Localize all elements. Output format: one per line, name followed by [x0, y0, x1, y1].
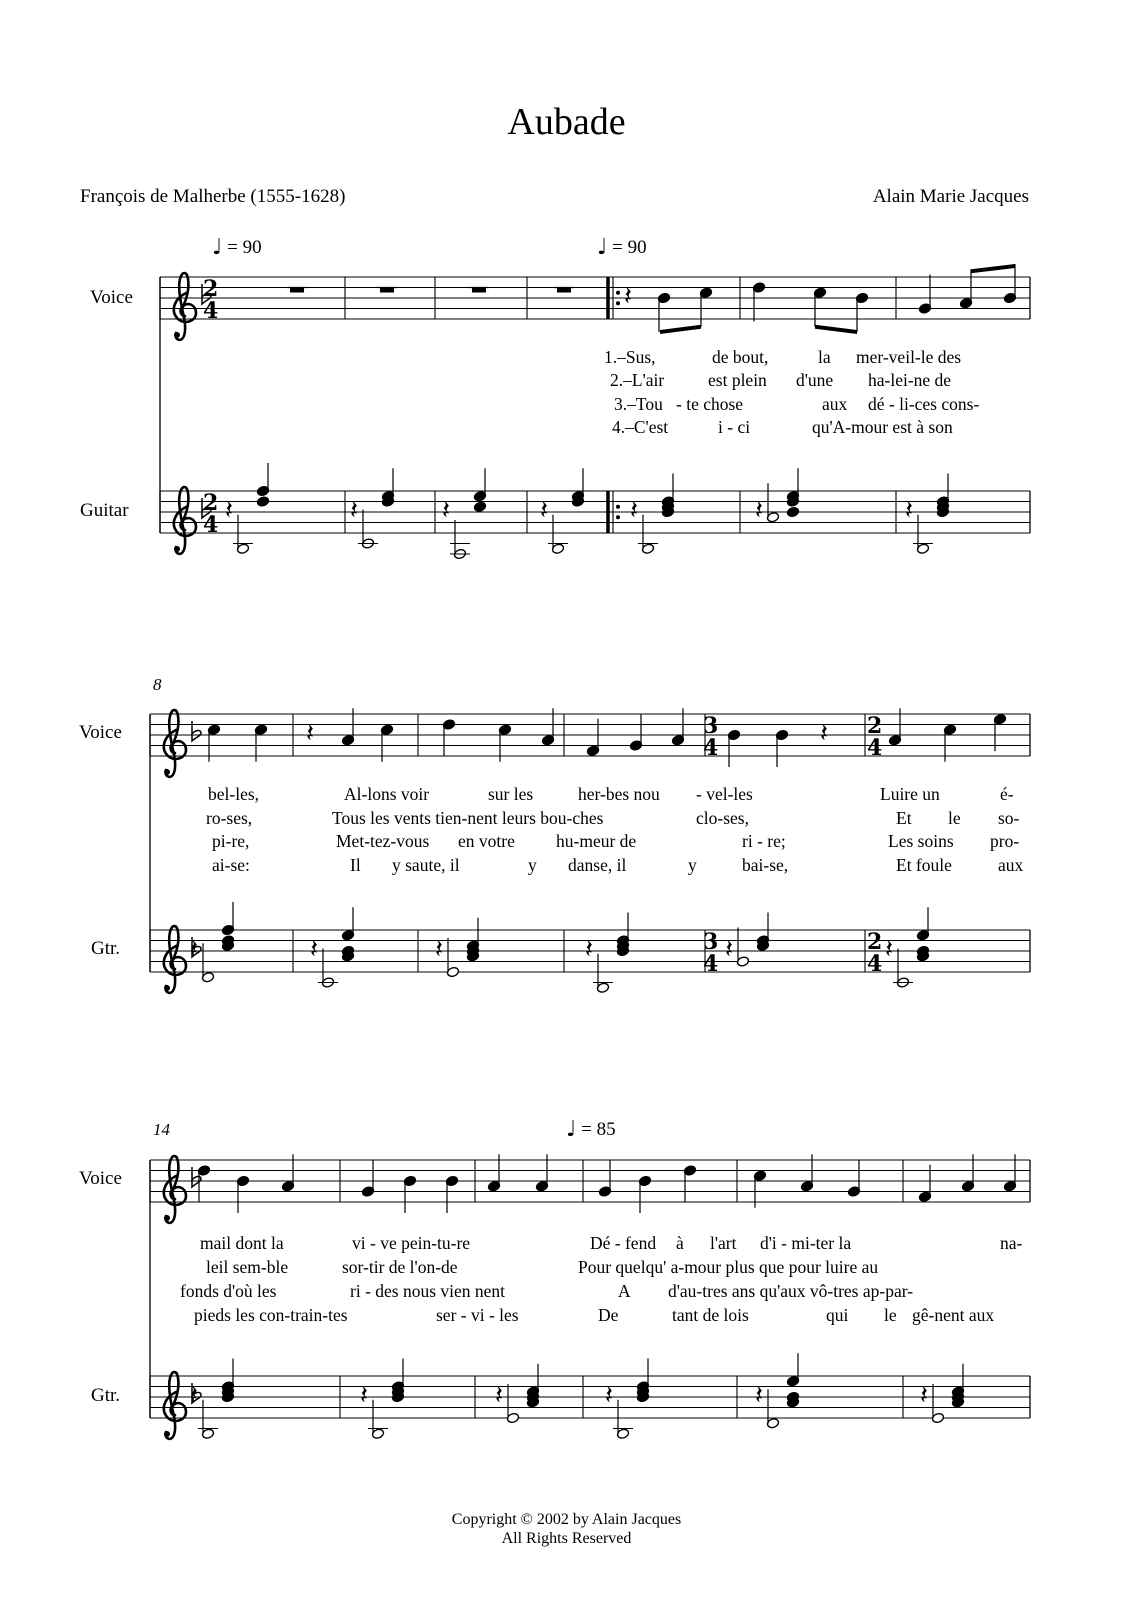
- lyric-syllable: aux: [998, 855, 1024, 875]
- lyric-syllable: d'au-tres ans qu'aux vô-tres ap-par-: [668, 1281, 914, 1301]
- lyric-syllable: mer-veil-le des: [856, 347, 962, 367]
- lyric-syllable: qui: [826, 1305, 849, 1325]
- notehead: [256, 496, 269, 508]
- lyric-syllable: clo-ses,: [696, 808, 749, 828]
- notehead: [473, 501, 486, 513]
- lyric-syllable: l'art: [710, 1233, 737, 1253]
- instrument-label-voice: Voice: [90, 287, 133, 308]
- repeat-dot: [616, 515, 620, 519]
- whole-rest: [380, 288, 394, 293]
- lyric-syllable: est plein: [708, 370, 767, 390]
- lyric-syllable: mail dont la: [200, 1233, 284, 1253]
- lyric-syllable: tant de lois: [672, 1305, 749, 1325]
- lyric-syllable: 3.–Tou: [614, 394, 663, 414]
- quarter-rest: 𝄽: [495, 1380, 503, 1411]
- lyric-syllable: é-: [1000, 784, 1014, 804]
- lyric-syllable: - te chose: [676, 394, 744, 414]
- lyric-syllable: ro-ses,: [206, 808, 253, 828]
- quarter-rest: 𝄽: [630, 495, 638, 526]
- time-signature: 2: [867, 713, 883, 739]
- lyric-syllable: en votre: [458, 831, 515, 851]
- whole-rest: [557, 288, 571, 293]
- time-signature: 4: [703, 951, 719, 977]
- tempo-mark: ♩ = 90: [597, 235, 647, 260]
- tempo-mark: ♩ = 85: [566, 1117, 616, 1142]
- lyric-syllable: 4.–C'est: [612, 417, 669, 437]
- lyric-syllable: d'i - mi-ter la: [760, 1233, 852, 1253]
- lyric-syllable: so-: [998, 808, 1020, 828]
- time-signature: 3: [703, 929, 719, 955]
- instrument-label-guitar: Gtr.: [91, 938, 121, 959]
- lyric-syllable: 1.–Sus,: [604, 347, 656, 367]
- time-signature: 3: [703, 713, 719, 739]
- lyric-syllable: hu-meur de: [556, 831, 637, 851]
- lyric-syllable: y: [688, 855, 697, 875]
- instrument-label-guitar: Guitar: [80, 500, 129, 521]
- lyric-syllable: na-: [1000, 1233, 1023, 1253]
- beam: [660, 325, 701, 334]
- time-signature: 4: [203, 512, 219, 538]
- lyric-syllable: Il: [350, 855, 361, 875]
- lyric-syllable: Et: [896, 808, 912, 828]
- quarter-rest: 𝄽: [442, 495, 450, 526]
- whole-rest: [472, 288, 486, 293]
- poet-credit: François de Malherbe (1555-1628): [80, 186, 346, 207]
- quarter-rest: 𝄽: [585, 934, 593, 965]
- lyric-syllable: sur les: [488, 784, 534, 804]
- lyric-syllable: ser - vi - les: [436, 1305, 519, 1325]
- repeat-dot: [616, 505, 620, 509]
- measure-number: 8: [153, 675, 162, 694]
- repeat-dot: [616, 301, 620, 305]
- beam: [971, 264, 1015, 273]
- notehead: [786, 506, 799, 518]
- quarter-rest: 𝄽: [920, 1380, 928, 1411]
- lyric-syllable: y saute, il: [392, 855, 460, 875]
- quarter-rest: 𝄽: [540, 495, 548, 526]
- lyric-syllable: d'une: [796, 370, 834, 390]
- time-signature: 2: [867, 929, 883, 955]
- time-signature: 4: [703, 735, 719, 761]
- lyric-syllable: danse, il: [568, 855, 627, 875]
- lyric-syllable: vi - ve pein-tu-re: [352, 1233, 471, 1253]
- time-signature: 4: [203, 298, 219, 324]
- lyric-syllable: Al-lons voir: [344, 784, 430, 804]
- quarter-rest: 𝄽: [225, 495, 233, 526]
- lyric-syllable: sor-tir de l'on-de: [342, 1257, 458, 1277]
- quarter-rest: 𝄽: [435, 934, 443, 965]
- instrument-label-voice: Voice: [79, 1168, 122, 1189]
- lyric-syllable: De: [598, 1305, 619, 1325]
- lyric-syllable: pieds les con-train-tes: [194, 1305, 348, 1325]
- lyric-syllable: ha-lei-ne de: [868, 370, 952, 390]
- lyric-syllable: A: [618, 1281, 631, 1301]
- lyric-syllable: la: [818, 347, 831, 367]
- lyric-syllable: i - ci: [718, 417, 751, 437]
- lyric-syllable: à: [676, 1233, 684, 1253]
- lyric-syllable: leil sem-ble: [206, 1257, 289, 1277]
- rights-line: All Rights Reserved: [501, 1530, 632, 1547]
- measure-number: 14: [153, 1120, 170, 1139]
- staves: [150, 273, 1030, 1439]
- quarter-rest: 𝄽: [350, 495, 358, 526]
- composer-credit: Alain Marie Jacques: [872, 186, 1029, 207]
- lyric-syllable: pro-: [990, 831, 1020, 851]
- lyric-syllable: Pour quelqu' a-mour plus que pour luire au: [578, 1257, 879, 1277]
- quarter-rest: 𝄽: [310, 934, 318, 965]
- lyric-syllable: dé - li-ces cons-: [868, 394, 980, 414]
- instrument-label-guitar: Gtr.: [91, 1385, 121, 1406]
- instrument-label-voice: Voice: [79, 722, 122, 743]
- treble-clef-icon: [164, 1156, 186, 1223]
- lyric-syllable: ai-se:: [212, 855, 250, 875]
- lyric-syllable: y: [528, 855, 537, 875]
- treble-clef-icon: [174, 273, 196, 340]
- quarter-rest: 𝄽: [725, 934, 733, 965]
- quarter-rest: 𝄽: [605, 1380, 613, 1411]
- whole-rest: [290, 288, 304, 293]
- quarter-rest: 𝄽: [360, 1380, 368, 1411]
- lyric-syllable: de bout,: [712, 347, 769, 367]
- quarter-rest: 𝄽: [885, 934, 893, 965]
- quarter-rest: 𝄽: [190, 1380, 198, 1411]
- lyric-syllable: Tous les vents tien-nent leurs bou-ches: [332, 808, 604, 828]
- treble-clef-icon: [164, 710, 186, 777]
- quarter-note-icon: ♩: [566, 1117, 577, 1142]
- lyric-syllable: 2.–L'air: [610, 370, 665, 390]
- lyric-syllable: aux: [822, 394, 848, 414]
- lyric-syllable: Luire un: [880, 784, 940, 804]
- time-signature: 2: [203, 276, 219, 302]
- quarter-rest: 𝄽: [624, 281, 632, 312]
- time-signature: 4: [867, 951, 883, 977]
- lyric-syllable: le: [884, 1305, 897, 1325]
- lyric-syllable: Dé - fend: [590, 1233, 657, 1253]
- time-signature: 4: [867, 735, 883, 761]
- page-title: Aubade: [507, 101, 626, 143]
- lyric-syllable: bai-se,: [742, 855, 789, 875]
- quarter-note-icon: ♩: [212, 235, 223, 260]
- quarter-rest: 𝄽: [905, 495, 913, 526]
- repeat-dot: [616, 291, 620, 295]
- lyric-syllable: ri - des nous vien nent: [350, 1281, 506, 1301]
- lyric-syllable: pi-re,: [212, 831, 250, 851]
- lyric-syllable: qu'A-mour est à son: [812, 417, 953, 437]
- notes: [190, 264, 1020, 1440]
- lyric-syllable: ri - re;: [742, 831, 786, 851]
- tempo-mark: ♩ = 90: [212, 235, 262, 260]
- lyric-syllable: fonds d'où les: [180, 1281, 277, 1301]
- lyric-syllable: gê-nent aux: [912, 1305, 995, 1325]
- quarter-rest: 𝄽: [820, 718, 828, 749]
- treble-clef-icon: [174, 487, 196, 554]
- time-signature: 2: [203, 490, 219, 516]
- lyric-syllable: - vel-les: [696, 784, 753, 804]
- lyric-syllable: le: [948, 808, 961, 828]
- treble-clef-icon: [164, 1372, 186, 1439]
- lyric-syllable: bel-les,: [208, 784, 260, 804]
- treble-clef-icon: [164, 926, 186, 993]
- lyric-syllable: Et foule: [896, 855, 952, 875]
- quarter-rest: 𝄽: [755, 495, 763, 526]
- copyright-line: Copyright © 2002 by Alain Jacques: [451, 1511, 682, 1528]
- quarter-rest: 𝄽: [190, 934, 198, 965]
- quarter-rest: 𝄽: [755, 1380, 763, 1411]
- quarter-note-icon: ♩: [597, 235, 608, 260]
- quarter-rest: 𝄽: [306, 718, 314, 749]
- lyric-syllable: Met-tez-vous: [336, 831, 430, 851]
- lyric-syllable: Les soins: [888, 831, 954, 851]
- lyric-syllable: her-bes nou: [578, 784, 660, 804]
- beam: [815, 325, 857, 334]
